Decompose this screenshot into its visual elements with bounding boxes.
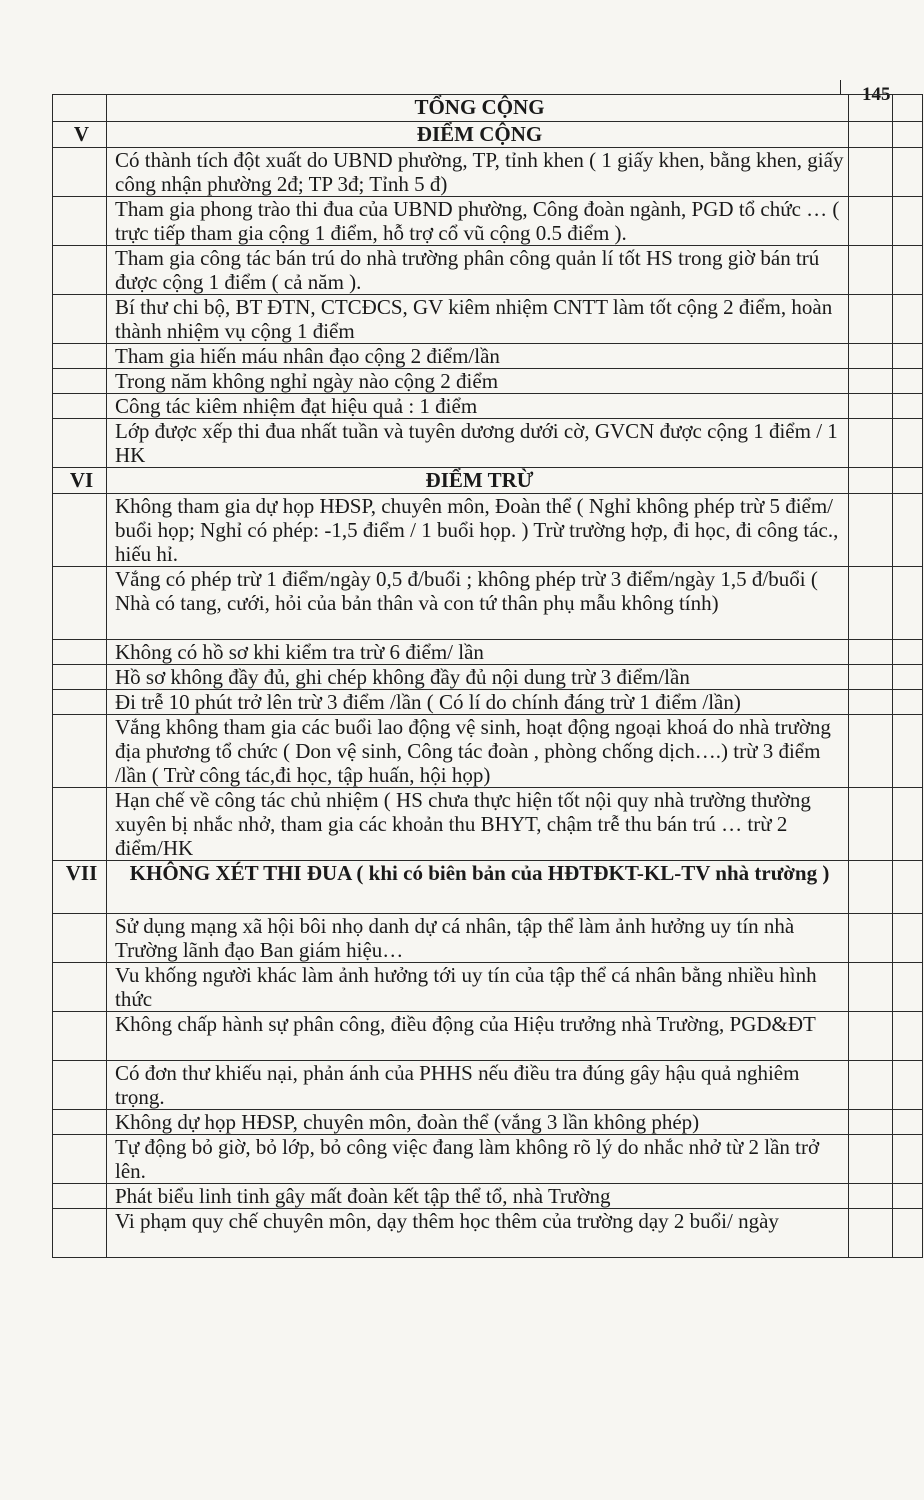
score-cell xyxy=(849,1061,893,1110)
criterion-text: Không tham gia dự họp HĐSP, chuyên môn, Đoàn thể ( Nghỉ không phép trừ 5 điểm/ buổi họp; Nghỉ có phép: -1,5 điểm / 1 buổi họp. ) Trừ trường hợp, đi học, đi công tác., hiếu hỉ. xyxy=(107,494,849,567)
evaluation-table xyxy=(52,94,923,1258)
score-cell xyxy=(849,148,893,197)
score-cell xyxy=(849,419,893,468)
row-num-cell xyxy=(53,1110,107,1135)
table-row xyxy=(53,963,923,1012)
score-cell xyxy=(893,690,923,715)
score-cell xyxy=(849,468,893,494)
table-row xyxy=(53,665,923,690)
page-number: 145 xyxy=(862,84,891,105)
row-num-cell xyxy=(53,1061,107,1110)
row-num-cell xyxy=(53,1184,107,1209)
table-row xyxy=(53,419,923,468)
table-row xyxy=(53,690,923,715)
criterion-text: Không chấp hành sự phân công, điều động của Hiệu trưởng nhà Trường, PGD&ĐT xyxy=(107,1012,849,1061)
score-cell xyxy=(849,963,893,1012)
table-row xyxy=(53,1061,923,1110)
score-cell xyxy=(849,567,893,640)
score-cell xyxy=(849,665,893,690)
criterion-text: Vu khống người khác làm ảnh hưởng tới uy tín của tập thể cá nhân bằng nhiều hình thức xyxy=(107,963,849,1012)
score-cell xyxy=(893,715,923,788)
score-cell xyxy=(849,914,893,963)
score-cell xyxy=(893,1012,923,1061)
row-num-cell xyxy=(53,295,107,344)
row-num-cell xyxy=(53,1012,107,1061)
score-cell xyxy=(893,1061,923,1110)
table-row xyxy=(53,1135,923,1184)
score-cell xyxy=(893,1110,923,1135)
score-cell xyxy=(893,295,923,344)
table-row xyxy=(53,295,923,344)
row-num-cell xyxy=(53,788,107,861)
criterion-text: Tham gia công tác bán trú do nhà trường phân công quản lí tốt HS trong giờ bán trú được cộng 1 điểm ( cả năm ). xyxy=(107,246,849,295)
criterion-text: Vi phạm quy chế chuyên môn, dạy thêm học thêm của trường dạy 2 buổi/ ngày xyxy=(107,1209,849,1258)
row-num-cell xyxy=(53,148,107,197)
score-cell xyxy=(849,197,893,246)
score-cell xyxy=(849,1135,893,1184)
criterion-text: Hạn chế về công tác chủ nhiệm ( HS chưa thực hiện tốt nội quy nhà trường thường xuyên bị nhắc nhở, tham gia các khoản thu BHYT, chậm trễ thu bán trú … trừ 2 điểm/HK xyxy=(107,788,849,861)
score-cell xyxy=(849,295,893,344)
table-row xyxy=(53,394,923,419)
table-row xyxy=(53,1184,923,1209)
score-cell xyxy=(893,788,923,861)
criterion-text: Có thành tích đột xuất do UBND phường, TP, tỉnh khen ( 1 giấy khen, bằng khen, giấy công nhận phường 2đ; TP 3đ; Tỉnh 5 đ) xyxy=(107,148,849,197)
score-cell xyxy=(849,788,893,861)
criterion-text: Bí thư chi bộ, BT ĐTN, CTCĐCS, GV kiêm nhiệm CNTT làm tốt cộng 2 điểm, hoàn thành nhiệm vụ cộng 1 điểm xyxy=(107,295,849,344)
row-num-cell xyxy=(53,567,107,640)
row-num-cell xyxy=(53,246,107,295)
table-row xyxy=(53,369,923,394)
score-cell xyxy=(893,914,923,963)
title-row xyxy=(53,95,923,122)
table-row xyxy=(53,640,923,665)
score-cell xyxy=(893,394,923,419)
title-num-cell xyxy=(53,95,107,122)
score-cell xyxy=(849,246,893,295)
table-row xyxy=(53,788,923,861)
criterion-text: Đi trễ 10 phút trở lên trừ 3 điểm /lần ( Có lí do chính đáng trừ 1 điểm /lần) xyxy=(107,690,849,715)
score-cell xyxy=(849,640,893,665)
table-row xyxy=(53,715,923,788)
row-num-cell xyxy=(53,715,107,788)
section-numeral: V xyxy=(53,122,107,148)
score-cell xyxy=(893,861,923,914)
score-cell xyxy=(893,122,923,148)
table-row xyxy=(53,148,923,197)
row-num-cell xyxy=(53,344,107,369)
score-cell xyxy=(893,468,923,494)
section-header-row xyxy=(53,468,923,494)
section-heading: KHÔNG XÉT THI ĐUA ( khi có biên bản của HĐTĐKT-KL-TV nhà trường ) xyxy=(107,861,849,914)
criterion-text: Tham gia hiến máu nhân đạo cộng 2 điểm/lần xyxy=(107,344,849,369)
section-header-row xyxy=(53,861,923,914)
table-row xyxy=(53,1012,923,1061)
score-cell xyxy=(893,197,923,246)
row-num-cell xyxy=(53,197,107,246)
score-cell xyxy=(893,369,923,394)
score-cell xyxy=(849,1209,893,1258)
table-row xyxy=(53,197,923,246)
row-num-cell xyxy=(53,665,107,690)
score-cell xyxy=(849,861,893,914)
criterion-text: Có đơn thư khiếu nại, phản ánh của PHHS nếu điều tra đúng gây hậu quả nghiêm trọng. xyxy=(107,1061,849,1110)
score-cell xyxy=(893,148,923,197)
row-num-cell xyxy=(53,640,107,665)
table-row xyxy=(53,1110,923,1135)
row-num-cell xyxy=(53,963,107,1012)
score-cell xyxy=(893,1184,923,1209)
score-cell xyxy=(849,344,893,369)
table-title: TỔNG CỘNG xyxy=(107,95,849,122)
row-num-cell xyxy=(53,1209,107,1258)
criterion-text: Công tác kiêm nhiệm đạt hiệu quả : 1 điểm xyxy=(107,394,849,419)
row-num-cell xyxy=(53,419,107,468)
score-cell xyxy=(849,1012,893,1061)
criterion-text: Tự động bỏ giờ, bỏ lớp, bỏ công việc đang làm không rõ lý do nhắc nhở từ 2 lần trở lên. xyxy=(107,1135,849,1184)
criterion-text: Phát biểu linh tinh gây mất đoàn kết tập thể tổ, nhà Trường xyxy=(107,1184,849,1209)
section-numeral: VII xyxy=(53,861,107,914)
section-heading: ĐIỂM TRỪ xyxy=(107,468,849,494)
criterion-text: Vắng không tham gia các buổi lao động vệ sinh, hoạt động ngoại khoá do nhà trường địa phương tổ chức ( Don vệ sinh, Công tác đoàn , phòng chống dịch….) trừ 3 điểm /lần ( Trừ công tác,đi học, tập huấn, hội họp) xyxy=(107,715,849,788)
score-cell xyxy=(849,1110,893,1135)
score-cell xyxy=(849,95,893,122)
score-cell xyxy=(849,369,893,394)
score-cell xyxy=(849,690,893,715)
row-num-cell xyxy=(53,369,107,394)
criterion-text: Tham gia phong trào thi đua của UBND phường, Công đoàn ngành, PGD tổ chức … ( trực tiếp tham gia cộng 1 điểm, hỗ trợ cổ vũ cộng 0.5 điểm ). xyxy=(107,197,849,246)
row-num-cell xyxy=(53,494,107,567)
score-cell xyxy=(893,419,923,468)
score-cell xyxy=(893,1209,923,1258)
criterion-text: Sử dụng mạng xã hội bôi nhọ danh dự cá nhân, tập thể làm ảnh hưởng uy tín nhà Trường lãnh đạo Ban giám hiệu… xyxy=(107,914,849,963)
table-row xyxy=(53,914,923,963)
criterion-text: Hồ sơ không đầy đủ, ghi chép không đầy đủ nội dung trừ 3 điểm/lần xyxy=(107,665,849,690)
section-numeral: VI xyxy=(53,468,107,494)
score-cell xyxy=(893,640,923,665)
section-heading: ĐIỂM CỘNG xyxy=(107,122,849,148)
criterion-text: Lớp được xếp thi đua nhất tuần và tuyên dương dưới cờ, GVCN được cộng 1 điểm / 1 HK xyxy=(107,419,849,468)
row-num-cell xyxy=(53,690,107,715)
criterion-text: Vắng có phép trừ 1 điểm/ngày 0,5 đ/buổi ; không phép trừ 3 điểm/ngày 1,5 đ/buổi ( Nhà có tang, cưới, hỏi của bản thân và con tứ thân phụ mẫu không tính) xyxy=(107,567,849,640)
row-num-cell xyxy=(53,394,107,419)
score-cell xyxy=(893,1135,923,1184)
score-cell xyxy=(849,494,893,567)
table-row xyxy=(53,567,923,640)
criterion-text: Trong năm không nghỉ ngày nào cộng 2 điểm xyxy=(107,369,849,394)
score-cell xyxy=(893,494,923,567)
table-body xyxy=(53,95,923,1258)
row-num-cell xyxy=(53,1135,107,1184)
criterion-text: Không dự họp HĐSP, chuyên môn, đoàn thể (vắng 3 lần không phép) xyxy=(107,1110,849,1135)
score-cell xyxy=(849,715,893,788)
table-row xyxy=(53,246,923,295)
row-num-cell xyxy=(53,914,107,963)
score-cell xyxy=(849,122,893,148)
score-cell xyxy=(893,246,923,295)
score-cell xyxy=(893,95,923,122)
score-cell xyxy=(849,394,893,419)
score-cell xyxy=(893,665,923,690)
score-cell xyxy=(893,963,923,1012)
score-cell xyxy=(849,1184,893,1209)
section-header-row xyxy=(53,122,923,148)
table-row xyxy=(53,1209,923,1258)
score-cell xyxy=(893,344,923,369)
score-cell xyxy=(893,567,923,640)
table-row xyxy=(53,344,923,369)
page-margin-line xyxy=(840,80,841,94)
table-row xyxy=(53,494,923,567)
criterion-text: Không có hồ sơ khi kiểm tra trừ 6 điểm/ lần xyxy=(107,640,849,665)
